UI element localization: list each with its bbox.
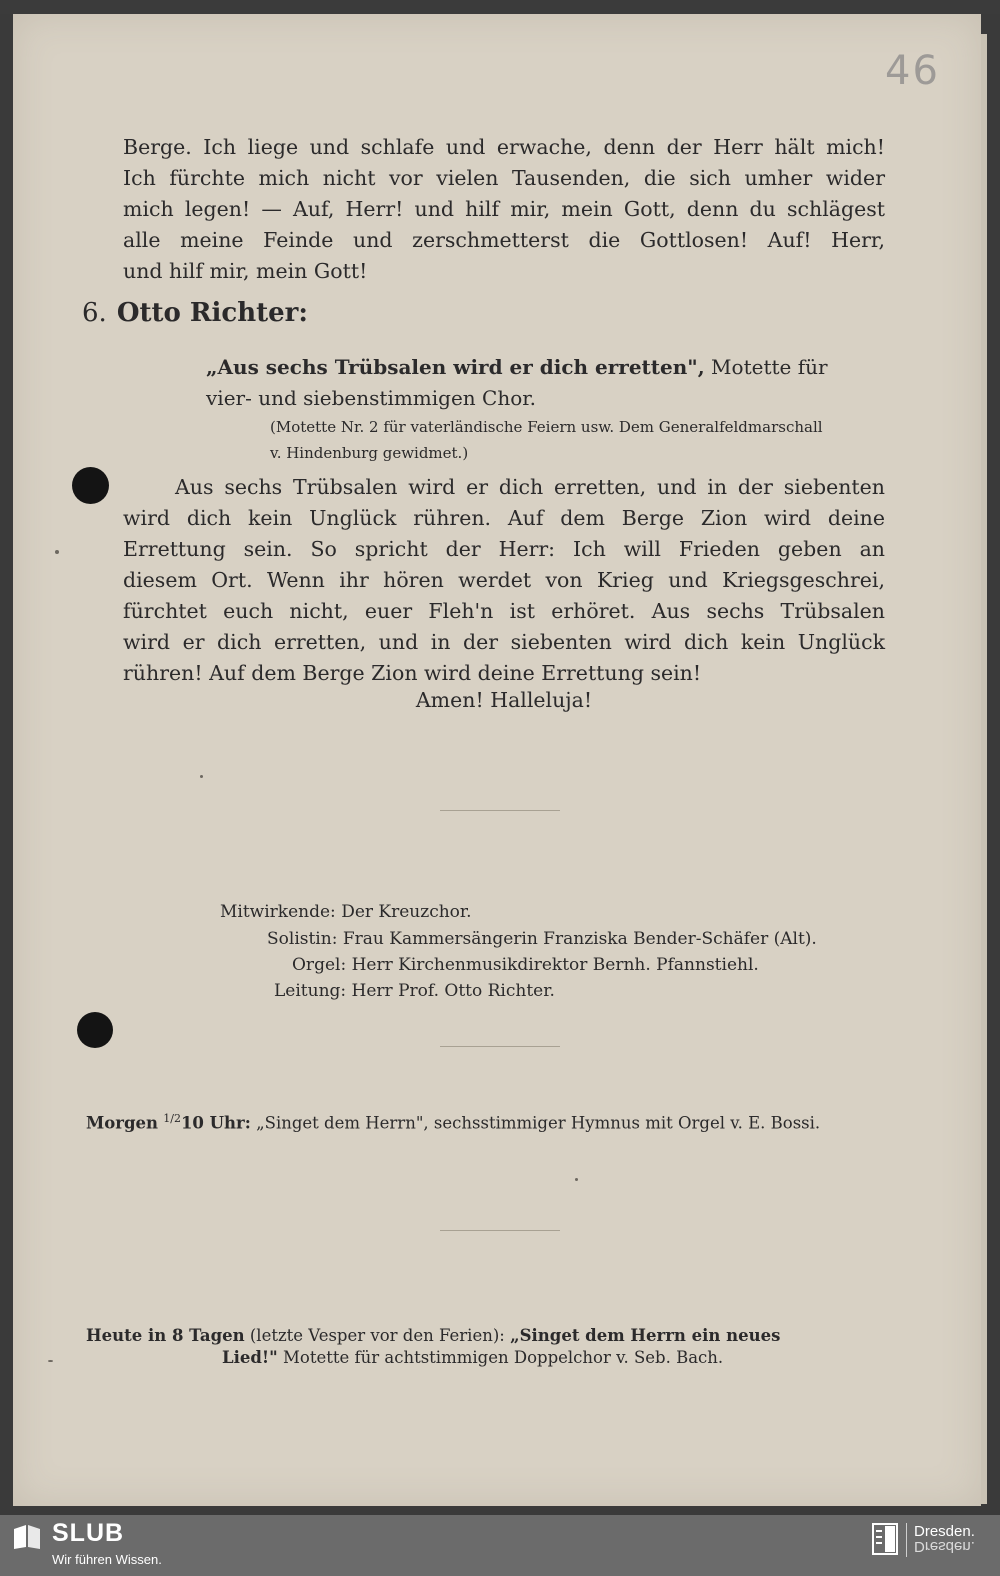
credit-value: Herr Kirchenmusikdirektor Bernh. Pfannstiehl. xyxy=(351,955,759,975)
partner-logo xyxy=(914,1524,975,1554)
closing-amen: Amen! Halleluja! xyxy=(415,688,593,712)
paper-speck xyxy=(575,1178,578,1181)
motet-line: wird dich kein Unglück rühren. Auf dem Berge Zion wird deine xyxy=(123,506,885,530)
footer-bar xyxy=(0,1515,1000,1576)
book-icon xyxy=(12,1521,42,1551)
program-item-number: 6. xyxy=(82,298,107,328)
motet-line: Aus sechs Trübsalen wird er dich erretten, und in der siebenten xyxy=(175,475,885,499)
psalm-line: und hilf mir, mein Gott! xyxy=(123,259,368,283)
credit-row xyxy=(274,981,555,1001)
credit-value: Herr Prof. Otto Richter. xyxy=(351,981,555,1001)
next-week-title-end: Lied!" xyxy=(222,1348,278,1367)
motet-line: rühren! Auf dem Berge Zion wird deine Errettung sein! xyxy=(123,661,702,685)
tomorrow-time-fraction: 1/2 xyxy=(163,1112,181,1125)
paper-speck xyxy=(55,550,59,554)
paper-speck xyxy=(200,775,203,778)
next-week-occasion: (letzte Vesper vor den Ferien): xyxy=(249,1326,505,1345)
library-tagline: Wir führen Wissen. xyxy=(52,1552,162,1567)
note-line: v. Hindenburg gewidmet.) xyxy=(270,444,469,462)
psalm-line: alle meine Feinde und zerschmetterst die Gottlosen! Auf! Herr, xyxy=(123,228,885,252)
credit-label: Mitwirkende: xyxy=(220,902,336,922)
psalm-line: Ich fürchte mich nicht vor vielen Tausenden, die sich umher wider xyxy=(123,166,885,190)
composer-name: Otto Richter: xyxy=(116,298,308,328)
punch-hole xyxy=(77,1012,113,1048)
work-title-genre: Motette für xyxy=(711,355,828,379)
psalm-line: Berge. Ich liege und schlafe und erwache, denn der Herr hält mich! xyxy=(123,135,885,159)
work-title xyxy=(206,352,886,414)
work-title-voicing: vier- und siebenstimmigen Chor. xyxy=(206,386,536,410)
tomorrow-lead: Morgen xyxy=(86,1113,158,1133)
library-name: SLUB xyxy=(52,1519,125,1547)
credit-row xyxy=(267,929,817,949)
work-dedication-note xyxy=(270,414,890,466)
scan-background xyxy=(0,0,1000,14)
section-divider xyxy=(440,810,560,811)
credit-label: Leitung: xyxy=(274,981,347,1001)
motet-line: diesem Ort. Wenn ihr hören werdet von Krieg und Kriegsgeschrei, xyxy=(123,568,885,592)
footer-separator xyxy=(906,1523,907,1557)
tomorrow-time: 10 Uhr: xyxy=(180,1113,251,1133)
credit-label: Solistin: xyxy=(267,929,338,949)
credit-label: Orgel: xyxy=(292,955,347,975)
paper-speck xyxy=(48,1360,53,1362)
psalm-line: mich legen! — Auf, Herr! und hilf mir, mein Gott, denn du schlägest xyxy=(123,197,885,221)
tomorrow-program: „Singet dem Herrn", sechsstimmiger Hymnus mit Orgel v. E. Bossi. xyxy=(256,1113,821,1133)
credit-row xyxy=(292,955,759,975)
partner-name-reflection: Dresden. xyxy=(914,1538,975,1555)
motet-line: Errettung sein. So spricht der Herr: Ich will Frieden geben an xyxy=(123,537,885,561)
next-week-notice xyxy=(86,1325,896,1369)
punch-hole xyxy=(72,467,109,504)
note-line: (Motette Nr. 2 für vaterländische Feiern usw. Dem Generalfeldmarschall xyxy=(270,418,823,436)
credit-value: Frau Kammersängerin Franziska Bender-Schäfer (Alt). xyxy=(342,929,817,949)
credit-value: Der Kreuzchor. xyxy=(341,902,472,922)
credit-row xyxy=(220,902,472,922)
motet-line: fürchtet euch nicht, euer Fleh'n ist erhöret. Aus sechs Trübsalen xyxy=(123,599,885,623)
tomorrow-notice xyxy=(86,1108,896,1135)
page-edge xyxy=(981,34,987,1504)
city-crest-icon xyxy=(872,1523,898,1555)
motet-text xyxy=(123,472,885,689)
next-week-title: „Singet dem Herrn ein neues xyxy=(510,1326,781,1345)
psalm-text xyxy=(123,132,885,287)
section-divider xyxy=(440,1230,560,1231)
work-title-bold: „Aus sechs Trübsalen wird er dich erretten", xyxy=(206,355,705,379)
motet-line: wird er dich erretten, und in der siebenten wird dich kein Unglück xyxy=(123,630,885,654)
program-item-heading xyxy=(82,298,308,328)
partner-name: Dresden. xyxy=(914,1523,975,1540)
section-divider xyxy=(440,1046,560,1047)
next-week-lead: Heute in 8 Tagen xyxy=(86,1326,245,1345)
page-number: 46 xyxy=(885,48,940,94)
next-week-program: Motette für achtstimmigen Doppelchor v. Seb. Bach. xyxy=(283,1348,724,1367)
